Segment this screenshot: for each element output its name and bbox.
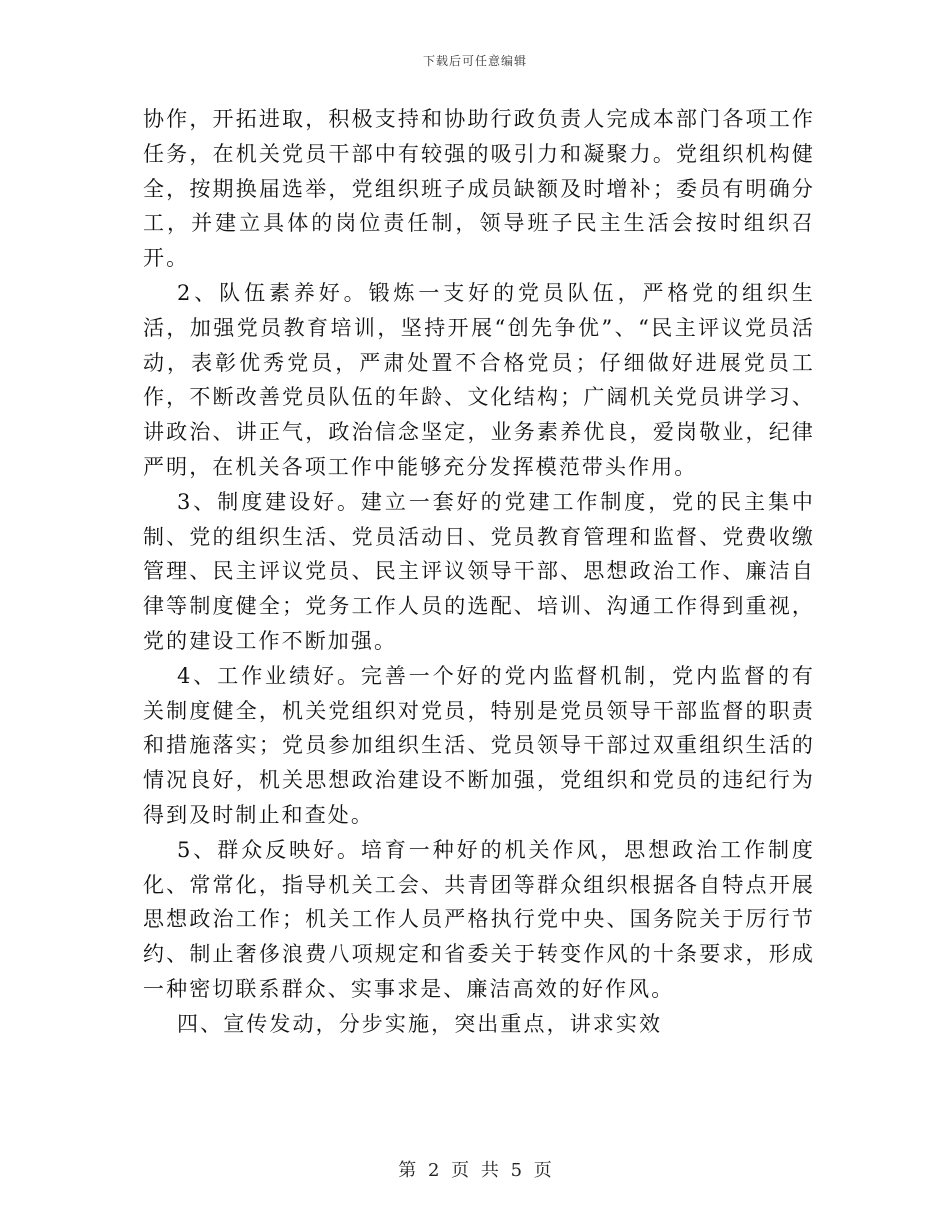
paragraph-public-feedback: 5、群众反映好。培育一种好的机关作风，思想政治工作制度化、常常化，指导机关工会、共青团等群众组织根据各自特点开展思想政治工作；机关工作人员严格执行党中央、国务院关于厉行节约、制止奢侈浪费八项规定和省委关于转变作风的十条要求，形成一种密切联系群众、实事求是、廉洁高效的好作风。: [143, 837, 815, 1001]
paragraph-work-performance: 4、工作业绩好。完善一个好的党内监督机制，党内监督的有关制度健全，机关党组织对党员，特别是党员领导干部监督的职责和措施落实；党员参加组织生活、党员领导干部过双重组织生活的情况良好，机关思想政治建设不断加强，党组织和党员的违纪行为得到及时制止和查处。: [143, 663, 815, 827]
paragraph-system-building: 3、制度建设好。建立一套好的党建工作制度，党的民主集中制、党的组织生活、党员活动日、党员教育管理和监督、党费收缴管理、民主评议党员、民主评议领导干部、思想政治工作、廉洁自律等制度健全；党务工作人员的选配、培训、沟通工作得到重视，党的建设工作不断加强。: [143, 489, 815, 653]
document-body: [143, 102, 815, 1042]
section-heading: 四、宣传发动，分步实施，突出重点，讲求实效: [177, 1011, 663, 1036]
paragraph-continuation: 协作，开拓进取，积极支持和协助行政负责人完成本部门各项工作任务，在机关党员干部中有较强的吸引力和凝聚力。党组织机构健全，按期换届选举，党组织班子成员缺额及时增补；委员有明确分工，并建立具体的岗位责任制，领导班子民主生活会按时组织召开。: [143, 107, 815, 271]
page-header: 下载后可任意编辑: [422, 54, 527, 68]
paragraph-team-quality: 2、队伍素养好。锻炼一支好的党员队伍，严格党的组织生活，加强党员教育培训，坚持开展“创先争优”、“民主评议党员活动，表彰优秀党员，严肃处置不合格党员；仔细做好进展党员工作，不断改善党员队伍的年龄、文化结构；广阔机关党员讲学习、讲政治、讲正气，政治信念坚定，业务素养优良，爱岗敬业，纪律严明，在机关各项工作中能够充分发挥模范带头作用。: [143, 280, 815, 479]
page-number: 第 2 页 共 5 页: [398, 1160, 552, 1181]
